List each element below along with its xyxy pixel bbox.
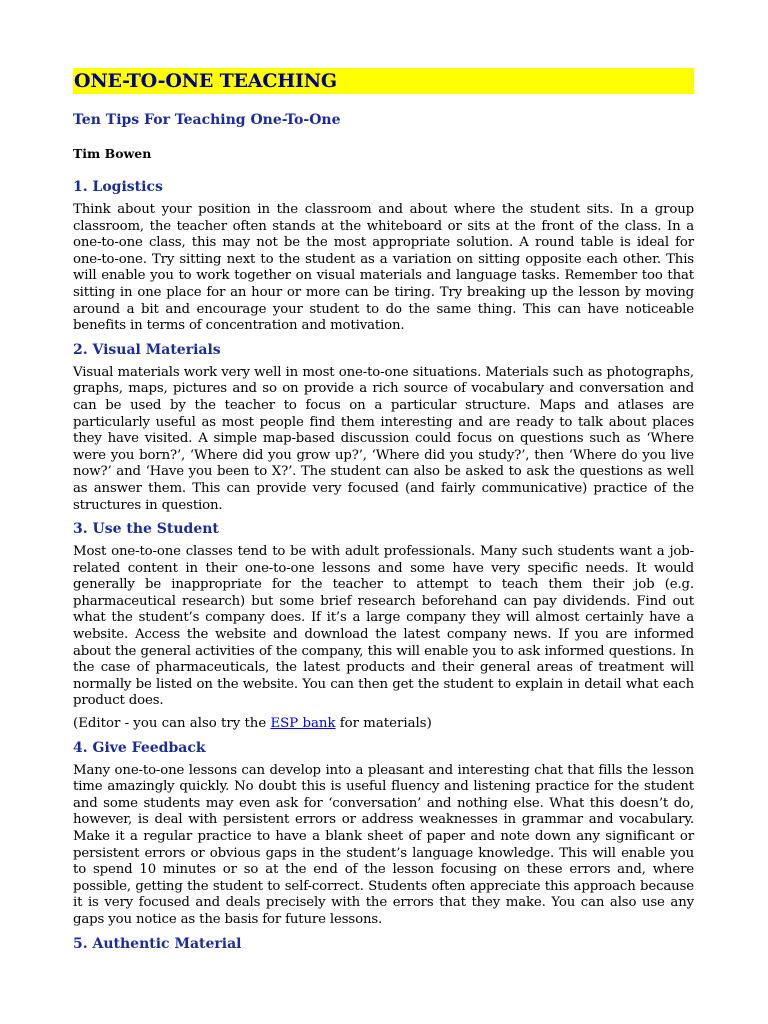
section-text-visual-materials: Visual materials work very well in most one-to-one situations. Materials such as photographs, graphs, maps, pictures and so on provide a rich source of vocabulary and conversation and can be used by the teacher to focus on a particular structure. Maps and atlases are particularly useful as most people find them interesting and are ready to talk about places they have visited. A simple map-based discussion could focus on questions such as ‘Where were you born?’, ‘Where did you grow up?’, ‘Where did you study?’, then ‘Where do you live now?’ and ‘Have you been to X?’. The student can also be asked to ask the questions as well as answer them. This can provide very focused (and fairly communicative) practice of the structures in question.	[73, 364, 694, 513]
page-subtitle: Ten Tips For Teaching One-To-One	[73, 112, 341, 128]
section-heading-give-feedback: 4. Give Feedback	[73, 739, 206, 756]
author-name: Tim Bowen	[73, 146, 152, 161]
document-page	[73, 68, 694, 959]
editor-note-after: for materials)	[335, 716, 432, 732]
title-banner	[73, 68, 694, 94]
section-text-logistics: Think about your position in the classroom and about where the student sits. In a group classroom, the teacher often stands at the whiteboard or sits at the front of the class. In a one-to-one class, this may not be the most appropriate solution. A round table is ideal for one-to-one. Try sitting next to the student as a variation on sitting opposite each other. This will enable you to work together on visual materials and language tasks. Remember too that sitting in one place for an hour or more can be tiring. Try breaking up the lesson by moving around a bit and encourage your student to do the same thing. This can have noticeable benefits in terms of concentration and motivation.	[73, 202, 694, 334]
section-text-give-feedback: Many one-to-one lessons can develop into a pleasant and interesting chat that fills the lesson time amazingly quickly. No doubt this is useful fluency and listening practice for the student and some students may even ask for ‘conversation’ and nothing else. What this doesn’t do, however, is deal with persistent errors or address weaknesses in grammar and vocabulary. Make it a regular practice to have a blank sheet of paper and note down any significant or persistent errors or obvious gaps in the student’s language knowledge. This will enable you to spend 10 minutes or so at the end of the lesson focusing on these errors and, where possible, getting the student to self-correct. Students often appreciate this approach because it is very focused and deals precisely with the errors that they make. You can also use any gaps you notice as the basis for future lessons.	[73, 762, 694, 927]
section-heading-logistics: 1. Logistics	[73, 179, 163, 195]
section-heading-visual-materials: 2. Visual Materials	[73, 341, 221, 358]
section-heading-authentic-material: 5. Authentic Material	[73, 935, 242, 952]
page-title: ONE-TO-ONE TEACHING	[74, 70, 337, 92]
editor-note	[73, 716, 694, 733]
esp-bank-link[interactable]: ESP bank	[270, 716, 336, 732]
section-text-use-the-student: Most one-to-one classes tend to be with adult professionals. Many such students want a job-related content in their one-to-one lessons and some have very specific needs. It would generally be inappropriate for the teacher to attempt to teach them their job (e.g. pharmaceutical research) but some brief research beforehand can pay dividends. Find out what the student’s company does. If it’s a large company they will almost certainly have a website. Access the website and download the latest company news. If you are informed about the general activities of the company, this will enable you to ask informed questions. In the case of pharmaceuticals, the latest products and their general areas of treatment will normally be listed on the website. You can then get the student to explain in detail what each product does.	[73, 544, 694, 709]
editor-note-before: (Editor - you can also try the	[73, 716, 271, 732]
section-heading-use-the-student: 3. Use the Student	[73, 521, 219, 538]
